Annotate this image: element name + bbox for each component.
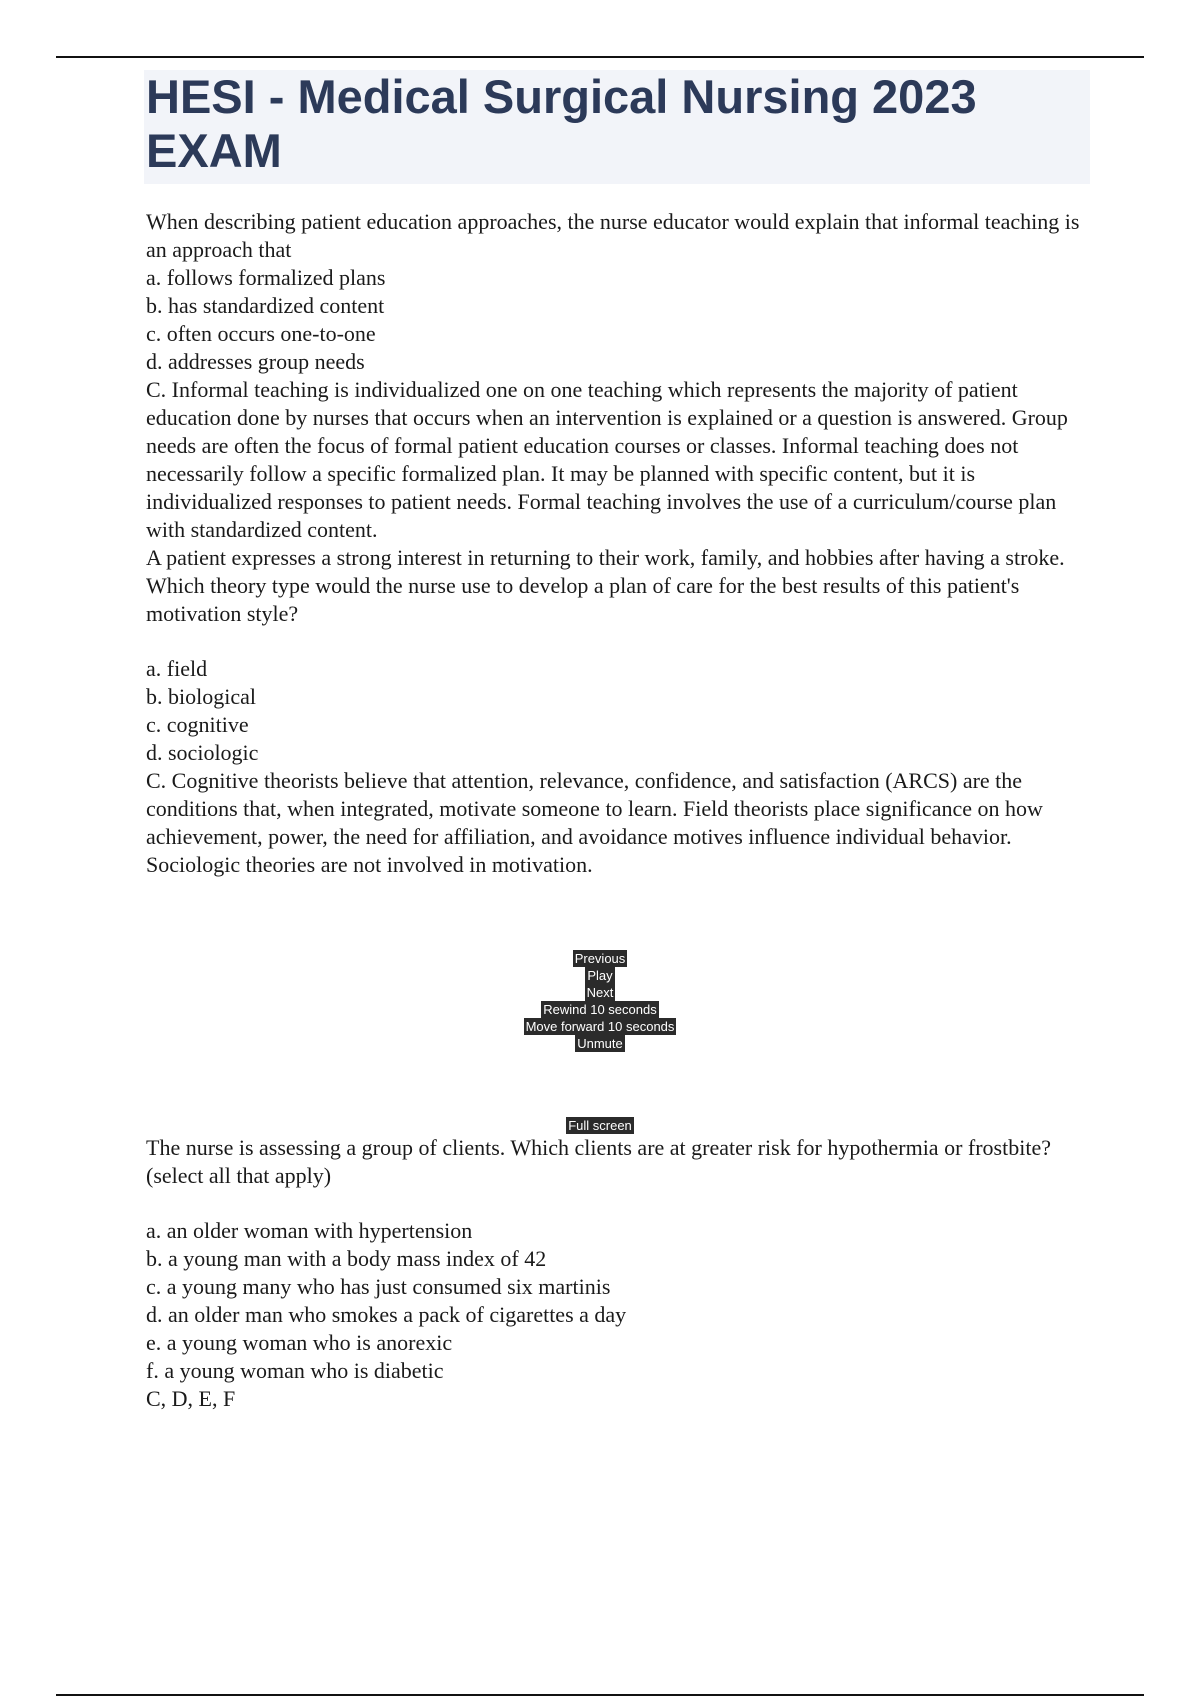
question-3-answer: C, D, E, F (146, 1386, 236, 1411)
title-banner (144, 70, 1090, 184)
media-controls (0, 950, 1200, 1052)
question-3-stem: The nurse is assessing a group of clients. Which clients are at greater risk for hypothermia or frostbite? (select all that apply) (146, 1135, 1051, 1188)
question-1-option-d: d. addresses group needs (146, 349, 365, 374)
bottom-rule (56, 1694, 1144, 1696)
question-1-answer: C. Informal teaching is individualized one on one teaching which represents the majority of patient education done by nurses that occurs when an intervention is explained or a question is answered. Group needs are often the focus of formal patient education courses or classes. Informal teaching does not necessarily follow a specific formalized plan. It may be planned with specific content, but it is individualized responses to patient needs. Formal teaching involves the use of a curriculum/course plan with standardized content. (146, 377, 1068, 542)
question-block-3 (146, 1134, 1096, 1413)
question-3-option-c: c. a young many who has just consumed six martinis (146, 1274, 611, 1299)
question-1-option-a: a. follows formalized plans (146, 265, 386, 290)
forward-button[interactable]: Move forward 10 seconds (525, 1019, 675, 1034)
question-3-option-f: f. a young woman who is diabetic (146, 1358, 444, 1383)
question-3-option-a: a. an older woman with hypertension (146, 1218, 473, 1243)
question-2-option-a: a. field (146, 656, 208, 681)
play-button[interactable]: Play (587, 968, 613, 983)
question-2-option-c: c. cognitive (146, 712, 249, 737)
rewind-button[interactable]: Rewind 10 seconds (543, 1002, 657, 1017)
question-2-option-d: d. sociologic (146, 740, 259, 765)
question-1-stem: When describing patient education approaches, the nurse educator would explain that informal teaching is an approach that (146, 209, 1080, 262)
question-3-option-b: b. a young man with a body mass index of 42 (146, 1246, 547, 1271)
question-3-option-e: e. a young woman who is anorexic (146, 1330, 453, 1355)
question-3-option-d: d. an older man who smokes a pack of cigarettes a day (146, 1302, 627, 1327)
question-2-answer: C. Cognitive theorists believe that attention, relevance, confidence, and satisfaction (ARCS) are the conditions that, when integrated, motivate someone to learn. Field theorists place significance on how achievement, power, the need for affiliation, and avoidance motives influence individual behavior. Sociologic theories are not involved in motivation. (146, 768, 1043, 877)
next-button[interactable]: Next (586, 985, 614, 1000)
question-1-option-c: c. often occurs one-to-one (146, 321, 376, 346)
question-block-1-2 (146, 208, 1096, 879)
spacer (146, 628, 1096, 655)
fullscreen-button[interactable]: Full screen (568, 1118, 632, 1133)
previous-button[interactable]: Previous (574, 951, 626, 966)
fullscreen-control (0, 1117, 1200, 1134)
spacer (146, 1190, 1096, 1217)
question-1-option-b: b. has standardized content (146, 293, 385, 318)
unmute-button[interactable]: Unmute (577, 1036, 623, 1051)
question-2-stem: A patient expresses a strong interest in returning to their work, family, and hobbies after having a stroke. Which theory type would the nurse use to develop a plan of care for the best results of this patient's motivation style? (146, 545, 1065, 626)
top-rule (56, 56, 1144, 58)
page-title: HESI - Medical Surgical Nursing 2023 EXAM (146, 70, 977, 177)
question-2-option-b: b. biological (146, 684, 256, 709)
